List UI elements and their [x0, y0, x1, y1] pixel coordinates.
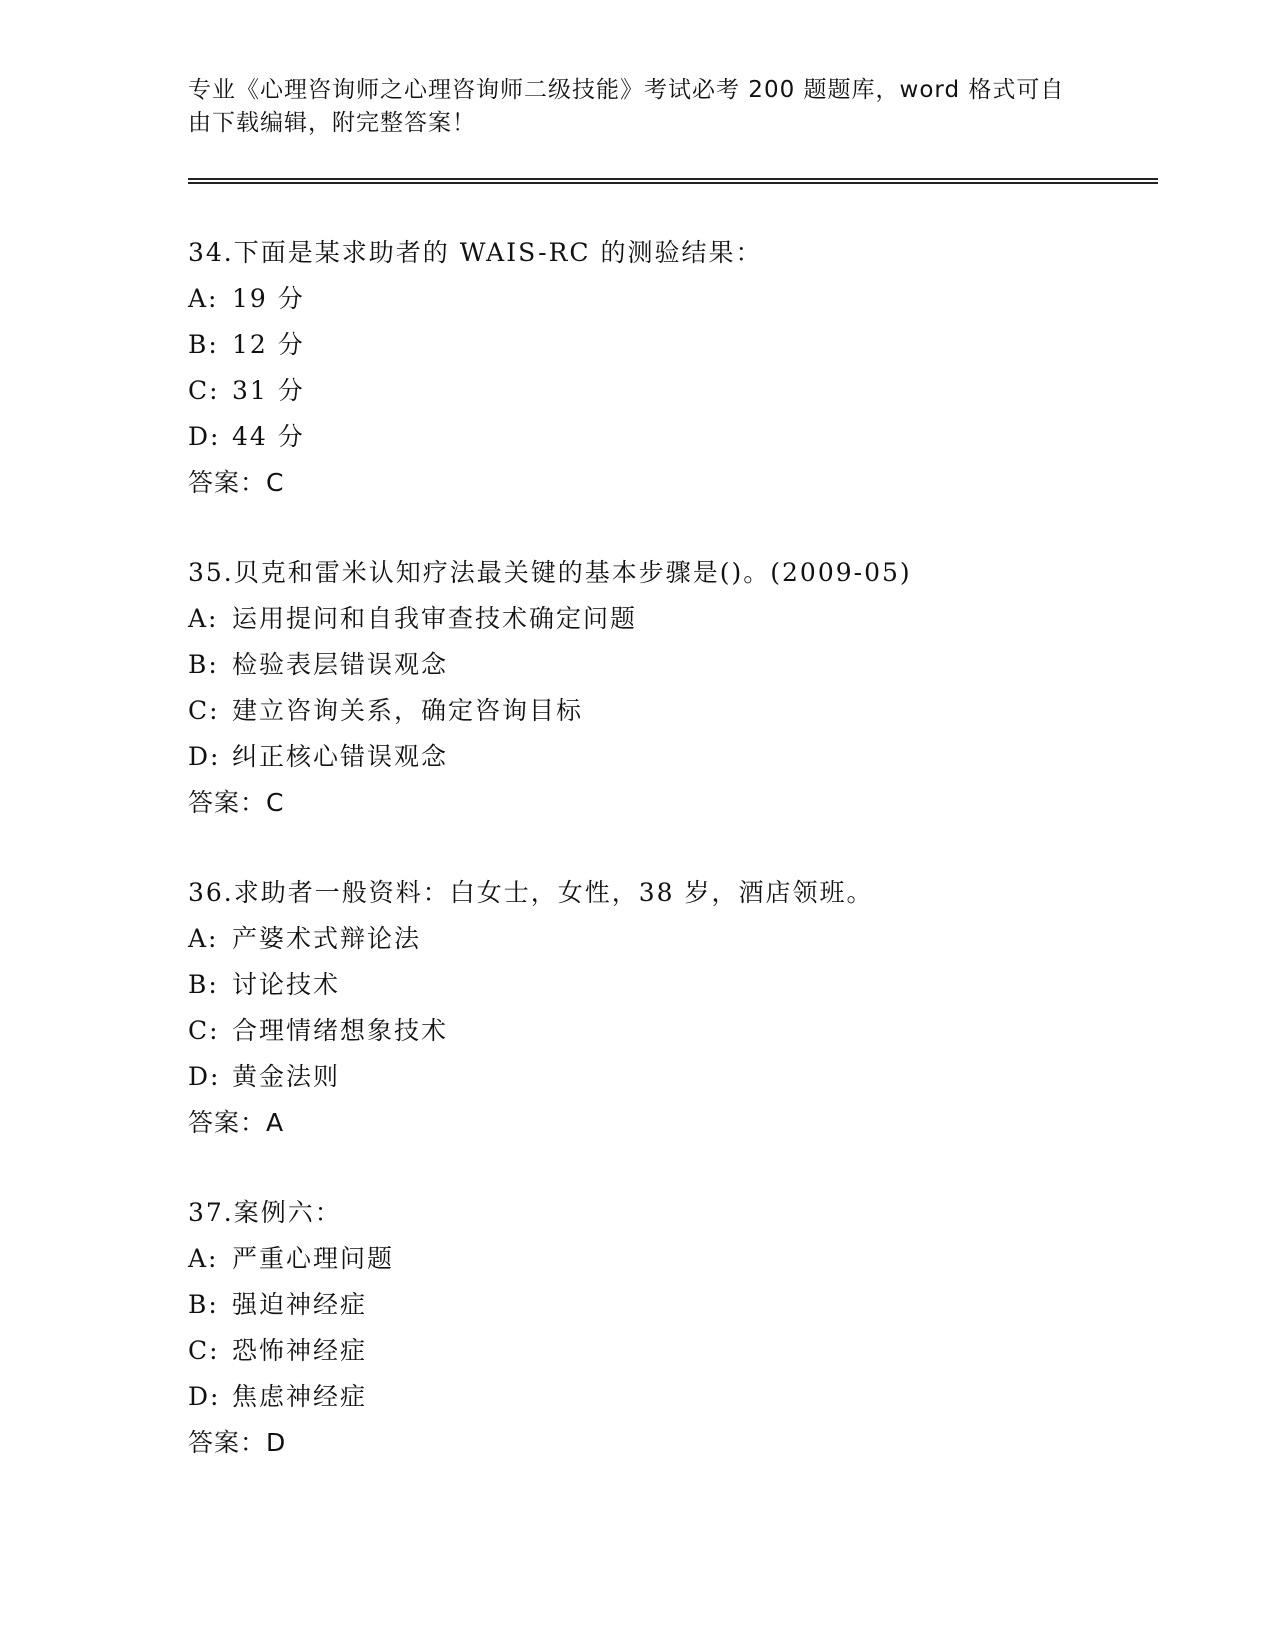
- question-stem: 37.案例六：: [188, 1198, 342, 1227]
- option-text: 建立咨询关系，确定咨询目标: [232, 696, 584, 725]
- option-label: D:: [188, 742, 221, 771]
- option-text: 检验表层错误观念: [232, 650, 449, 679]
- option-b: [188, 1282, 1188, 1328]
- option-text: 恐怖神经症: [232, 1336, 368, 1365]
- question-35: [188, 550, 1188, 826]
- option-text: 44 分: [232, 422, 305, 451]
- header-divider: [188, 178, 1158, 184]
- answer-text: 答案：D: [188, 1428, 287, 1457]
- option-label: A:: [188, 1244, 219, 1273]
- option-d: [188, 734, 1188, 780]
- option-label: A:: [188, 604, 219, 633]
- option-label: D:: [188, 422, 221, 451]
- option-label: D:: [188, 1382, 221, 1411]
- question-34: [188, 230, 1188, 506]
- option-label: A:: [188, 284, 219, 313]
- option-b: [188, 642, 1188, 688]
- option-a: [188, 276, 1188, 322]
- option-a: [188, 916, 1188, 962]
- question-stem: 36.求助者一般资料：白女士，女性，38 岁，酒店领班。: [188, 878, 874, 907]
- option-d: [188, 1054, 1188, 1100]
- option-text: 严重心理问题: [232, 1244, 395, 1273]
- option-a: [188, 596, 1188, 642]
- option-b: [188, 962, 1188, 1008]
- option-text: 强迫神经症: [232, 1290, 368, 1319]
- question-stem: 34.下面是某求助者的 WAIS-RC 的测验结果：: [188, 238, 763, 267]
- option-text: 产婆术式辩论法: [232, 924, 422, 953]
- answer-text: 答案：A: [188, 1108, 285, 1137]
- question-37: [188, 1190, 1188, 1466]
- option-label: B:: [188, 970, 219, 999]
- option-text: 31 分: [232, 376, 305, 405]
- option-text: 合理情绪想象技术: [232, 1016, 449, 1045]
- option-text: 黄金法则: [232, 1062, 341, 1091]
- option-text: 12 分: [232, 330, 305, 359]
- option-d: [188, 1374, 1188, 1420]
- question-stem: 35.贝克和雷米认知疗法最关键的基本步骤是()。(2009-05): [188, 558, 912, 587]
- option-text: 讨论技术: [232, 970, 341, 999]
- option-d: [188, 414, 1188, 460]
- option-text: 19 分: [232, 284, 305, 313]
- option-text: 焦虑神经症: [232, 1382, 368, 1411]
- header-line-2: 由下载编辑，附完整答案！: [188, 110, 476, 136]
- option-text: 运用提问和自我审查技术确定问题: [232, 604, 638, 633]
- option-label: C:: [188, 376, 220, 405]
- option-c: [188, 688, 1188, 734]
- option-c: [188, 1328, 1188, 1374]
- answer-text: 答案：C: [188, 788, 285, 817]
- header-line-1: 专业《心理咨询师之心理咨询师二级技能》考试必考 200 题题库，word 格式可自: [188, 77, 1065, 103]
- option-label: C:: [188, 696, 220, 725]
- question-36: [188, 870, 1188, 1146]
- document-header: [188, 74, 1088, 140]
- option-c: [188, 368, 1188, 414]
- option-c: [188, 1008, 1188, 1054]
- option-label: C:: [188, 1016, 220, 1045]
- option-label: B:: [188, 650, 219, 679]
- option-a: [188, 1236, 1188, 1282]
- option-label: D:: [188, 1062, 221, 1091]
- option-label: B:: [188, 330, 219, 359]
- option-label: C:: [188, 1336, 220, 1365]
- option-text: 纠正核心错误观念: [232, 742, 449, 771]
- option-label: A:: [188, 924, 219, 953]
- option-b: [188, 322, 1188, 368]
- option-label: B:: [188, 1290, 219, 1319]
- answer-text: 答案：C: [188, 468, 285, 497]
